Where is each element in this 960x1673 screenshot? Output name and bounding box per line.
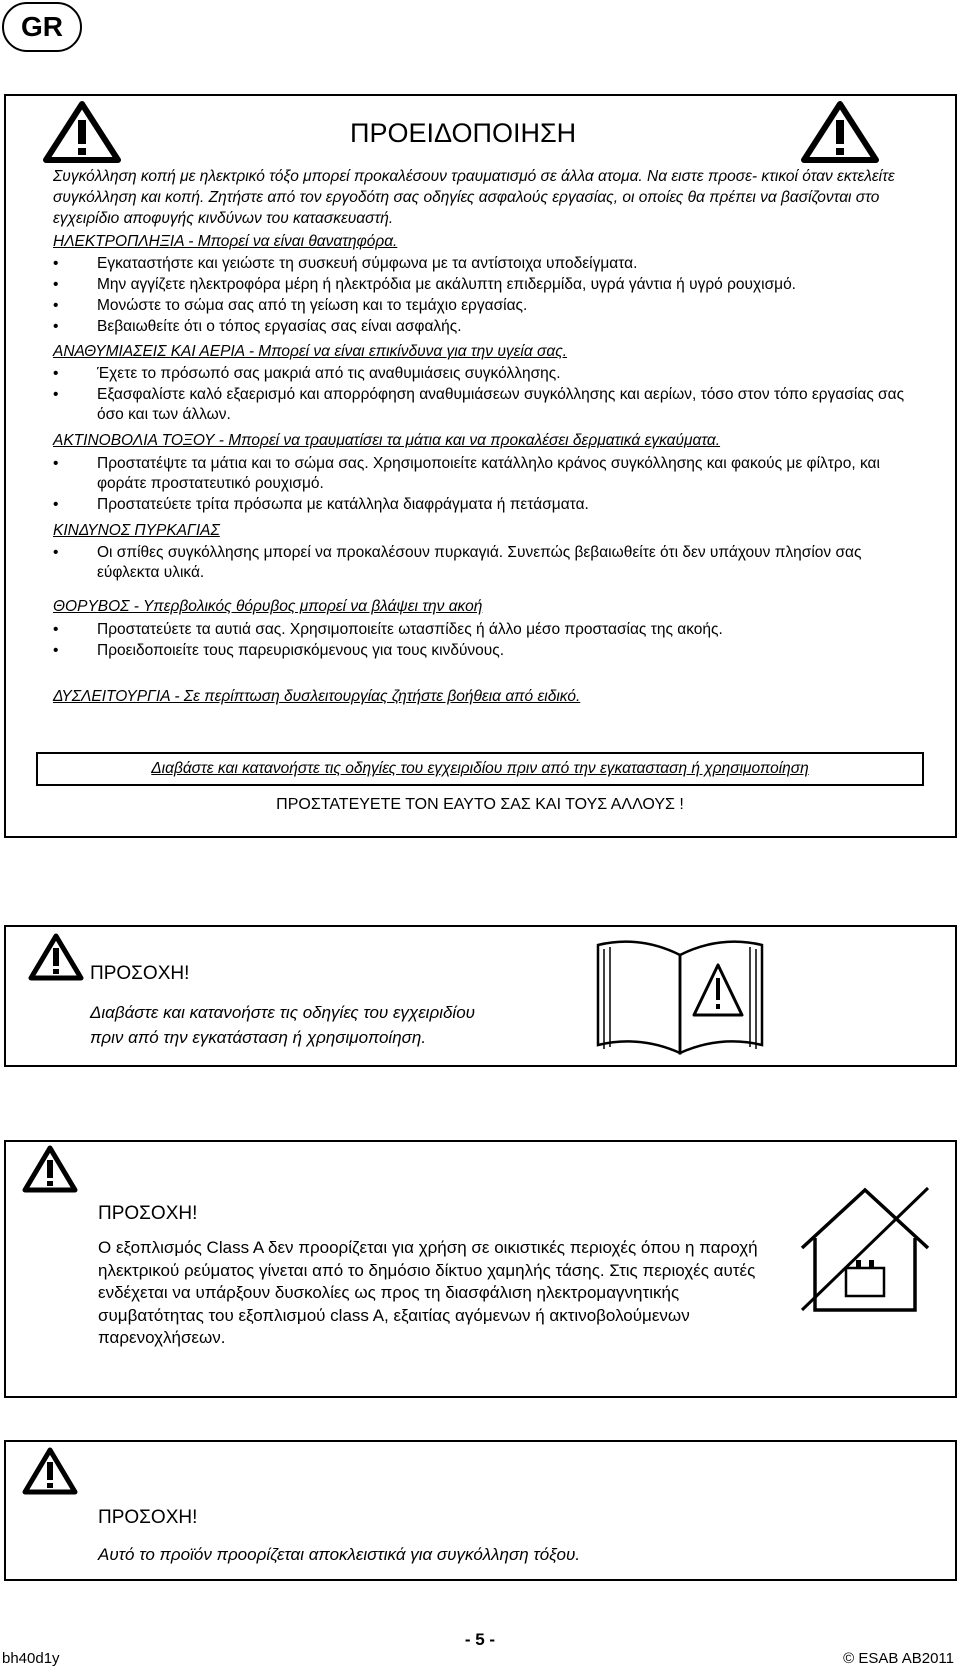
class-a-text: Ο εξοπλισμός Class A δεν προορίζεται για χρήση σε οικιστικές περιοχές όπου η παροχή ηλεκτρικού ρεύματος γίνεται από το δημόσιο δίκτυο χαμηλής τάσης. Στις περιοχές αυτές ενδέχεται να υπάρξουν δυσκολίες ως προς τη διασφάλιση ηλεκτρομαγνητικής συμβατότητας του εξοπλισμού class A, εξαιτίας αγόμενων ή ακτινοβολούμενων παρενοχλήσεων. — [98, 1238, 758, 1347]
warning-triangle-icon — [22, 1447, 78, 1495]
list-item: • Έχετε το πρόσωπό σας μακριά από τις αναθυμιάσεις συγκόλλησης. — [53, 364, 913, 384]
list-item: • Προστατεύετε τα αυτιά σας. Χρησιμοποιείτε ωτασπίδες ή άλλο μέσο προστασίας της ακοής. — [53, 620, 913, 640]
list-item: • Εγκαταστήστε και γειώστε τη συσκευή σύμφωνα με τα αντίστοιχα υποδείγματα. — [53, 254, 913, 274]
warning-triangle-icon — [22, 1145, 78, 1193]
no-residential-use-icon — [790, 1178, 940, 1318]
list-item: • Μονώστε το σώμα σας από τη γείωση και το τεμάχιο εργασίας. — [53, 296, 913, 316]
section-heading-arc-rays: ΑΚΤΙΝΟΒΟΛΙΑ ΤΟΞΟΥ - Μπορεί να τραυματίσει τα μάτια και να προκαλέσει δερματικά εγκαύματα. — [53, 432, 721, 449]
read-manual-line: Διαβάστε και κατανοήστε τις οδηγίες του εγχειριδίου πριν από την εγκατασταση ή χρησιμοποίηση — [151, 760, 809, 777]
warning-triangle-icon — [28, 933, 84, 981]
section-heading-electric-shock: ΗΛΕΚΤΡΟΠΛΗΞΙΑ - Μπορεί να είναι θανατηφόρα. — [53, 233, 398, 250]
list-item: • Προστατέψτε τα μάτια και το σώμα σας. Χρησιμοποιείτε κατάλληλο κράνος συγκόλλησης και φακούς με φίλτρο, και φοράτε προστατευτικό ρουχισμό. — [53, 454, 913, 494]
fire-list — [53, 543, 913, 584]
section-heading-fire: ΚΙΝΔΥΝΟΣ ΠΥΡΚΑΓΙΑΣ — [53, 522, 220, 539]
electric-shock-list — [53, 254, 913, 338]
list-item: • Μην αγγίζετε ηλεκτροφόρα μέρη ή ηλεκτρόδια με ακάλυπτη επιδερμίδα, υγρά γάντια ή υγρό ρουχισμό. — [53, 275, 913, 295]
document-code: bh40d1y — [2, 1650, 60, 1667]
section-heading-noise: ΘΟΡΥΒΟΣ - Υπερβολικός θόρυβος μπορεί να βλάψει την ακοή — [53, 598, 483, 615]
list-item: • Προστατεύετε τρίτα πρόσωπα με κατάλληλα διαφράγματα ή πετάσματα. — [53, 495, 913, 515]
language-badge — [2, 2, 82, 52]
fumes-list — [53, 364, 913, 426]
arc-rays-list — [53, 454, 913, 516]
open-manual-icon — [590, 933, 770, 1058]
section-heading-fumes: ΑΝΑΘΥΜΙΑΣΕΙΣ ΚΑΙ ΑΕΡΙΑ - Μπορεί να είναι επικίνδυνα για την υγεία σας. — [53, 343, 568, 360]
caution-text-line: Διαβάστε και κατανοήστε τις οδηγίες του εγχειριδίου — [90, 1003, 475, 1022]
protect-line: ΠΡΟΣΤΑΤΕΥΕΤΕ ΤΟΝ ΕΑΥΤΟ ΣΑΣ ΚΑΙ ΤΟΥΣ ΑΛΛΟΥΣ ! — [276, 796, 684, 813]
section-heading-malfunction: ΔΥΣΛΕΙΤΟΥΡΓΙΑ - Σε περίπτωση δυσλειτουργίας ζητήστε βοήθεια από ειδικό. — [53, 688, 581, 705]
caution-label: ΠΡΟΣΟΧΗ! — [98, 1507, 198, 1528]
list-item: • Εξασφαλίστε καλό εξαερισμό και απορρόφηση αναθυμιάσεων συγκόλλησης και αερίων, τόσο στον τόπο εργασίας σας όσο και των άλλων. — [53, 385, 913, 425]
warning-triangle-icon — [42, 100, 122, 164]
caution-text — [90, 1000, 475, 1050]
caution-text-line: πριν από την εγκατάσταση ή χρησιμοποίηση. — [90, 1028, 427, 1047]
caution-label: ΠΡΟΣΟΧΗ! — [98, 1203, 198, 1224]
noise-list — [53, 620, 913, 662]
copyright: © ESAB AB2011 — [843, 1650, 954, 1667]
warning-title: ΠΡΟΕΙΔΟΠΟΙΗΣΗ — [350, 118, 577, 148]
list-item: • Βεβαιωθείτε ότι ο τόπος εργασίας σας είναι ασφαλής. — [53, 317, 913, 337]
arc-welding-text: Αυτό το προϊόν προορίζεται αποκλειστικά για συγκόλληση τόξου. — [98, 1545, 581, 1564]
warning-triangle-icon — [800, 100, 880, 164]
caution-label: ΠΡΟΣΟΧΗ! — [90, 963, 190, 984]
list-item: • Προειδοποιείτε τους παρευρισκόμενους για τους κινδύνους. — [53, 641, 913, 661]
list-item: • Οι σπίθες συγκόλλησης μπορεί να προκαλέσουν πυρκαγιά. Συνεπώς βεβαιωθείτε ότι δεν υπάχουν πλησίον σας εύφλεκτα υλικά. — [53, 543, 913, 583]
intro-text: Συγκόλληση κοπή με ηλεκτρικό τόξο μπορεί προκαλέσουν τραυματισμό σε άλλα ατομα. Να ειστε προσε- κτικοί όταν εκτελείτε συγκόλληση και κοπή. Ζητήστε από τον εργοδότη σας οδηγίες ασφαλούς εργασίας, οι οποίες θα πρέπει να βασίζονται στο εγχειρίδιο αποφυγής κινδύνων του κατασκευαστή. — [53, 168, 895, 227]
language-code: GR — [21, 11, 63, 42]
page-number: - 5 - — [464, 1630, 496, 1649]
